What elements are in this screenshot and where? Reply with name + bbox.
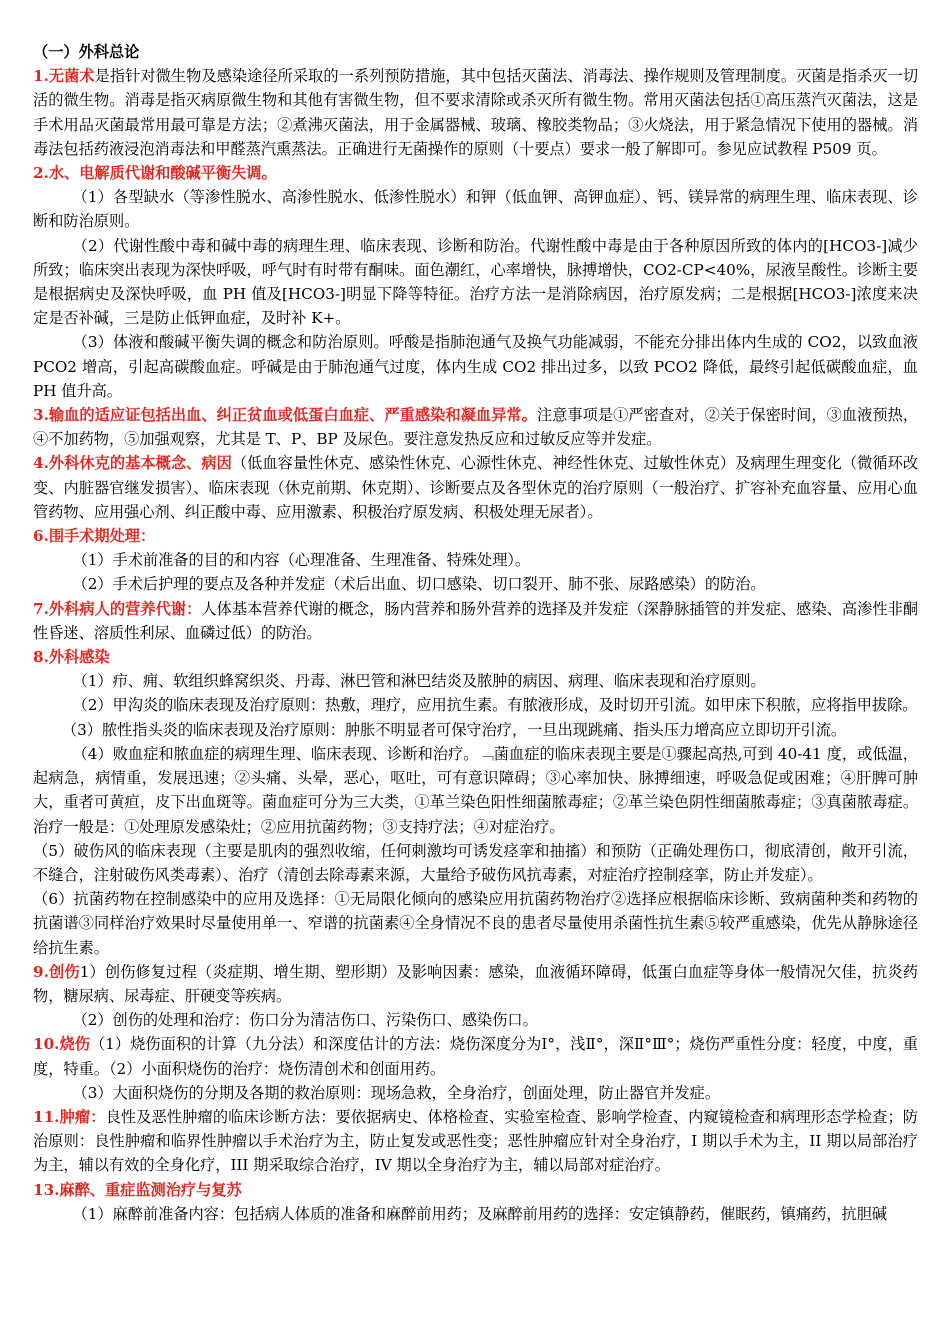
item-heading: 8.外科感染 [33, 648, 110, 667]
item-trauma [33, 960, 918, 1008]
item-aseptic [33, 64, 918, 161]
item-heading: 2.水、电解质代谢和酸碱平衡失调。 [33, 164, 277, 183]
item-heading: 3.输血的适应证包括出血、纠正贫血或低蛋白血症、严重感染和凝血异常。 [33, 406, 537, 425]
item-heading: 11.肿瘤： [33, 1107, 106, 1126]
item-body: 1）创伤修复过程（炎症期、增生期、塑形期）及影响因素：感染，血液循环障碍，低蛋白血症等身体一般情况欠佳，抗炎药物，糖尿病、尿毒症、肝硬变等疾病。 [33, 962, 918, 1005]
section-title: （一）外科总论 [33, 43, 140, 61]
item-body: 是指针对微生物及感染途径所采取的一系列预防措施，其中包括灭菌法、消毒法、操作规则及管理制度。灭菌是指杀灭一切活的微生物。消毒是指灭病原微生物和其他有害微生物，但不要求清除或杀灭所有微生物。常用灭菌法包括①高压蒸汽灭菌法，这是手术用品灭菌最常用最可靠是方法；②煮沸灭菌法，用于金属器械、玻璃、橡胶类物品；③火烧法，用于紧急情况下使用的器械。消毒法包括药液浸泡消毒法和甲醛蒸汽熏蒸法。正确进行无菌操作的原则（十要点）要求一般了解即可。参见应试教程 P509 页。 [33, 67, 919, 158]
item-heading: 6.围手术期处理： [33, 527, 156, 546]
item-heading: 10.烧伤 [33, 1035, 90, 1054]
item-transfusion [33, 403, 918, 451]
item-heading: 9.创伤 [33, 962, 80, 981]
paragraph: （3）脓性指头炎的临床表现及治疗原则：肿胀不明显者可保守治疗，一旦出现跳痛、指头压力增高应立即切开引流。 [61, 720, 847, 739]
paragraph: （4）败血症和脓血症的病理生理、临床表现、诊断和治疗。﹁菌血症的临床表现主要是①骤起高热,可到 40-41 度，或低温，起病急，病情重，发展迅速；②头痛、头晕，恶心，呕吐，可有意识障碍；③心率加快、脉搏细速，呼吸急促或困难；④肝脾可肿大，重者可黄疸，皮下出血斑等。菌血症可分为三大类，①革兰染色阳性细菌脓毒症；②革兰染色阴性细菌脓毒症；③真菌脓毒症。治疗一般是：①处理原发感染灶；②应用抗菌药物；③支持疗法；④对症治疗。 [33, 744, 918, 836]
item-body: （1）烧伤面积的计算（九分法）和深度估计的方法：烧伤深度分为Ⅰ°，浅Ⅱ°，深Ⅱ°Ⅲ°；烧伤严重性分度：轻度，中度，重度，特重。（2）小面积烧伤的治疗：烧伤清创术和创面用药。 [33, 1035, 918, 1078]
paragraph: （3）体液和酸碱平衡失调的概念和防治原则。呼酸是指肺泡通气及换气功能减弱，不能充分排出体内生成的 CO2，以致血液 PCO2 增高，引起高碳酸血症。呼碱是由于肺泡通气过度，体内生成 CO2 排出过多，以致 PCO2 降低，最终引起低碳酸血症，血 PH 值升高。 [33, 333, 918, 400]
item-burn [33, 1032, 918, 1080]
item-body: 注意事项是①严密查对，②关于保密时间，③血液预热，④不加药物，⑤加强观察，尤其是 T、P、BP 及尿色。要注意发热反应和过敏反应等并发症。 [33, 406, 919, 449]
item-heading: 4.外科休克的基本概念、病因 [33, 454, 232, 473]
paragraph: （2）手术后护理的要点及各种并发症（术后出血、切口感染、切口裂开、肺不张、尿路感染）的防治。 [72, 575, 766, 594]
paragraph: （1）麻醉前准备内容：包括病人体质的准备和麻醉前用药；及麻醉前用药的选择：安定镇静药，催眠药，镇痛药，抗胆碱 [72, 1204, 888, 1223]
item-body: 良性及恶性肿瘤的临床诊断方法：要依据病史、体格检查、实验室检查、影响学检查、内窥镜检查和病理形态学检查；防治原则：良性肿瘤和临界性肿瘤以手术治疗为主，防止复发或恶性变；恶性肿瘤应针对全身治疗，I 期以手术为主，II 期以局部治疗为主，辅以有效的全身化疗，III 期采取综合治疗，IV 期以全身治疗为主，辅以局部对症治疗。 [33, 1107, 918, 1175]
item-heading: 13.麻醉、重症监测治疗与复苏 [33, 1180, 242, 1199]
paragraph: （2）代谢性酸中毒和碱中毒的病理生理、临床表现、诊断和防治。代谢性酸中毒是由于各种原因所致的体内的[HCO3-]减少所致；临床突出表现为深快呼吸，呼气时有时带有酮味。面色潮红，心率增快，脉搏增快，CO2-CP<40%，尿液呈酸性。诊断主要是根据病史及深快呼吸，血 PH 值及[HCO3-]明显下降等特征。治疗方法一是消除病因，治疗原发病；二是根据[HCO3-]浓度来决定是否补碱，三是防止低钾血症，及时补 K+。 [33, 236, 918, 328]
item-nutrition [33, 597, 918, 645]
paragraph: （1）疖、痈、软组织蜂窝织炎、丹毒、淋巴管和淋巴结炎及脓肿的病因、病理、临床表现和治疗原则。 [72, 672, 766, 691]
paragraph: （1）手术前准备的目的和内容（心理准备、生理准备、特殊处理）。 [72, 551, 531, 570]
item-heading: 1.无菌术 [33, 67, 95, 86]
paragraph: （3）大面积烧伤的分期及各期的救治原则：现场急救，全身治疗，创面处理，防止器官并发症。 [72, 1083, 721, 1102]
paragraph: （2）甲沟炎的临床表现及治疗原则：热敷，理疗，应用抗生素。有脓液形成，及时切开引流。如甲床下积脓，应将指甲拔除。 [72, 696, 918, 715]
paragraph: （2）创伤的处理和治疗：伤口分为清洁伤口、污染伤口、感染伤口。 [72, 1011, 538, 1030]
paragraph: （1）各型缺水（等渗性脱水、高渗性脱水、低渗性脱水）和钾（低血钾、高钾血症）、钙、镁异常的病理生理、临床表现、诊断和防治原则。 [33, 188, 918, 231]
item-shock [33, 451, 918, 524]
item-body: （低血容量性休克、感染性休克、心源性休克、神经性休克、过敏性休克）及病理生理变化（微循环改变、内脏器官继发损害）、临床表现（休克前期、休克期）、诊断要点及各型休克的治疗原则（一般治疗、扩容补充血容量、应用心血管药物、应用强心剂、纠正酸中毒、应用激素、积极治疗原发病、积极处理无尿者）。 [33, 454, 919, 521]
item-body: 人体基本营养代谢的概念，肠内营养和肠外营养的选择及并发症（深静脉插管的并发症、感染、高渗性非酮性昏迷、溶质性利尿、血磷过低）的防治。 [33, 599, 919, 642]
paragraph: （5）破伤风的临床表现（主要是肌肉的强烈收缩，任何刺激均可诱发痉挛和抽搐）和预防（正确处理伤口，彻底清创，敞开引流，不缝合，注射破伤风类毒素）、治疗（清创去除毒素来源，大量给予破伤风抗毒素，对症治疗控制痉挛，防止并发症）。 [33, 841, 918, 884]
item-tumor [33, 1105, 918, 1178]
item-heading: 7.外科病人的营养代谢： [33, 599, 202, 618]
paragraph: （6）抗菌药物在控制感染中的应用及选择：①无局限化倾向的感染应用抗菌药物治疗②选择应根据临床诊断、致病菌种类和药物的抗菌谱③同样治疗效果时尽量使用单一、窄谱的抗菌素④全身情况不良的患者尽量使用杀菌性抗生素⑤较严重感染，优先从静脉途径给抗生素。 [33, 890, 918, 957]
